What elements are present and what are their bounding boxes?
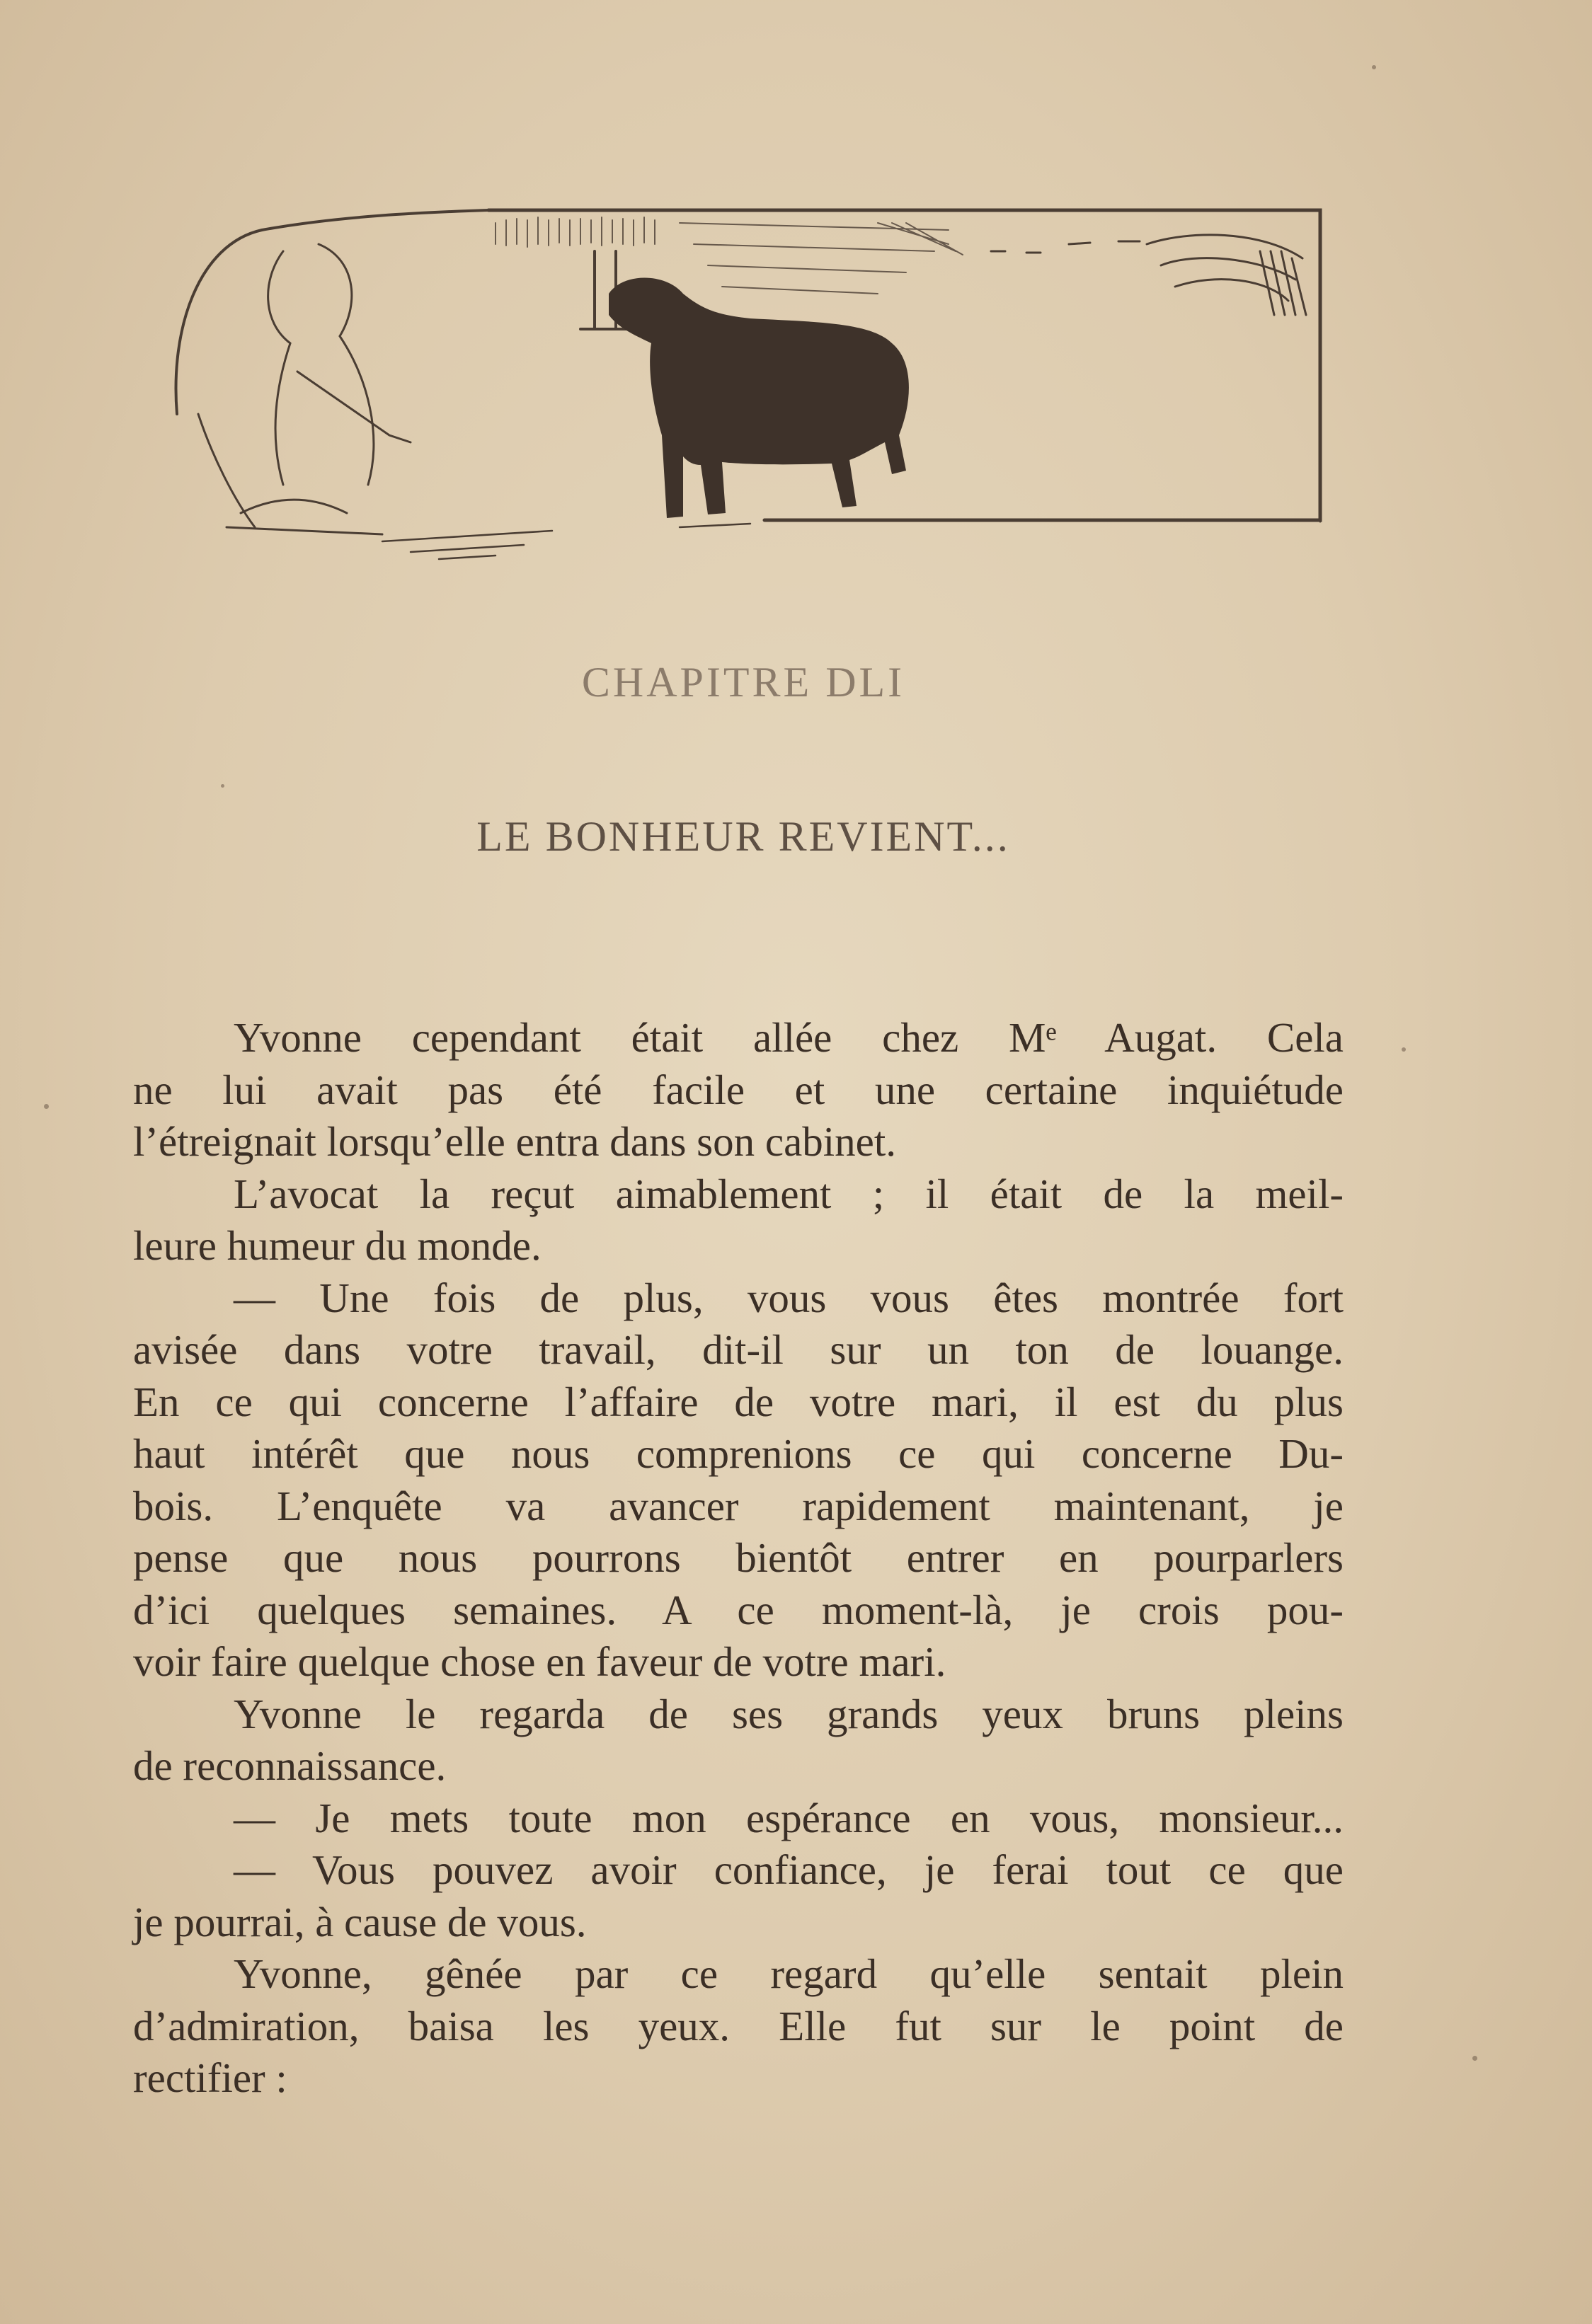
text-line: d’admiration, baisa les yeux. Elle fut sur le point de [133, 2002, 1344, 2049]
text-line: leure humeur du monde. [133, 1222, 542, 1269]
text-line: Yvonne, gênée par ce regard qu’elle sentait plein [234, 1950, 1344, 1997]
text-line: voir faire quelque chose en faveur de votre mari. [133, 1638, 946, 1685]
text-line: Yvonne le regarda de ses grands yeux bruns pleins [234, 1690, 1344, 1737]
text-line: En ce qui concerne l’affaire de votre mari, il est du plus [133, 1378, 1344, 1425]
chapter-heading: CHAPITRE DLI [581, 659, 905, 706]
text-line: L’avocat la reçut aimablement ; il était de la meil- [234, 1170, 1344, 1217]
text-line: ne lui avait pas été facile et une certaine inquiétude [133, 1066, 1344, 1113]
text-line: — Une fois de plus, vous vous êtes montrée fort [234, 1274, 1344, 1321]
paper-speck [1372, 65, 1376, 69]
text-line: l’étreignait lorsqu’elle entra dans son cabinet. [133, 1118, 896, 1165]
paper-speck [44, 1104, 49, 1109]
paper-speck [221, 784, 224, 788]
text-line: bois. L’enquête va avancer rapidement maintenant, je [133, 1482, 1344, 1529]
paper-speck [1402, 1047, 1406, 1052]
header-illustration [156, 202, 1324, 570]
text-line: — Vous pouvez avoir confiance, je ferai tout ce que [234, 1846, 1344, 1893]
text-line: Yvonne cependant était allée chez Mᵉ Augat. Cela [234, 1014, 1344, 1061]
text-line: de reconnaissance. [133, 1742, 447, 1789]
paper-speck [1472, 2056, 1477, 2061]
text-line: haut intérêt que nous comprenions ce qui concerne Du- [133, 1430, 1344, 1477]
chapter-title: LE BONHEUR REVIENT... [476, 813, 1010, 860]
body-text [133, 1012, 1344, 2105]
text-line: — Je mets toute mon espérance en vous, monsieur... [234, 1794, 1344, 1841]
text-line: je pourrai, à cause de vous. [133, 1898, 587, 1945]
text-line: rectifier : [133, 2054, 287, 2101]
text-line: d’ici quelques semaines. A ce moment-là, je crois pou- [133, 1586, 1344, 1633]
text-line: avisée dans votre travail, dit-il sur un ton de louange. [133, 1326, 1344, 1373]
text-line: pense que nous pourrons bientôt entrer en pourparlers [133, 1534, 1344, 1581]
